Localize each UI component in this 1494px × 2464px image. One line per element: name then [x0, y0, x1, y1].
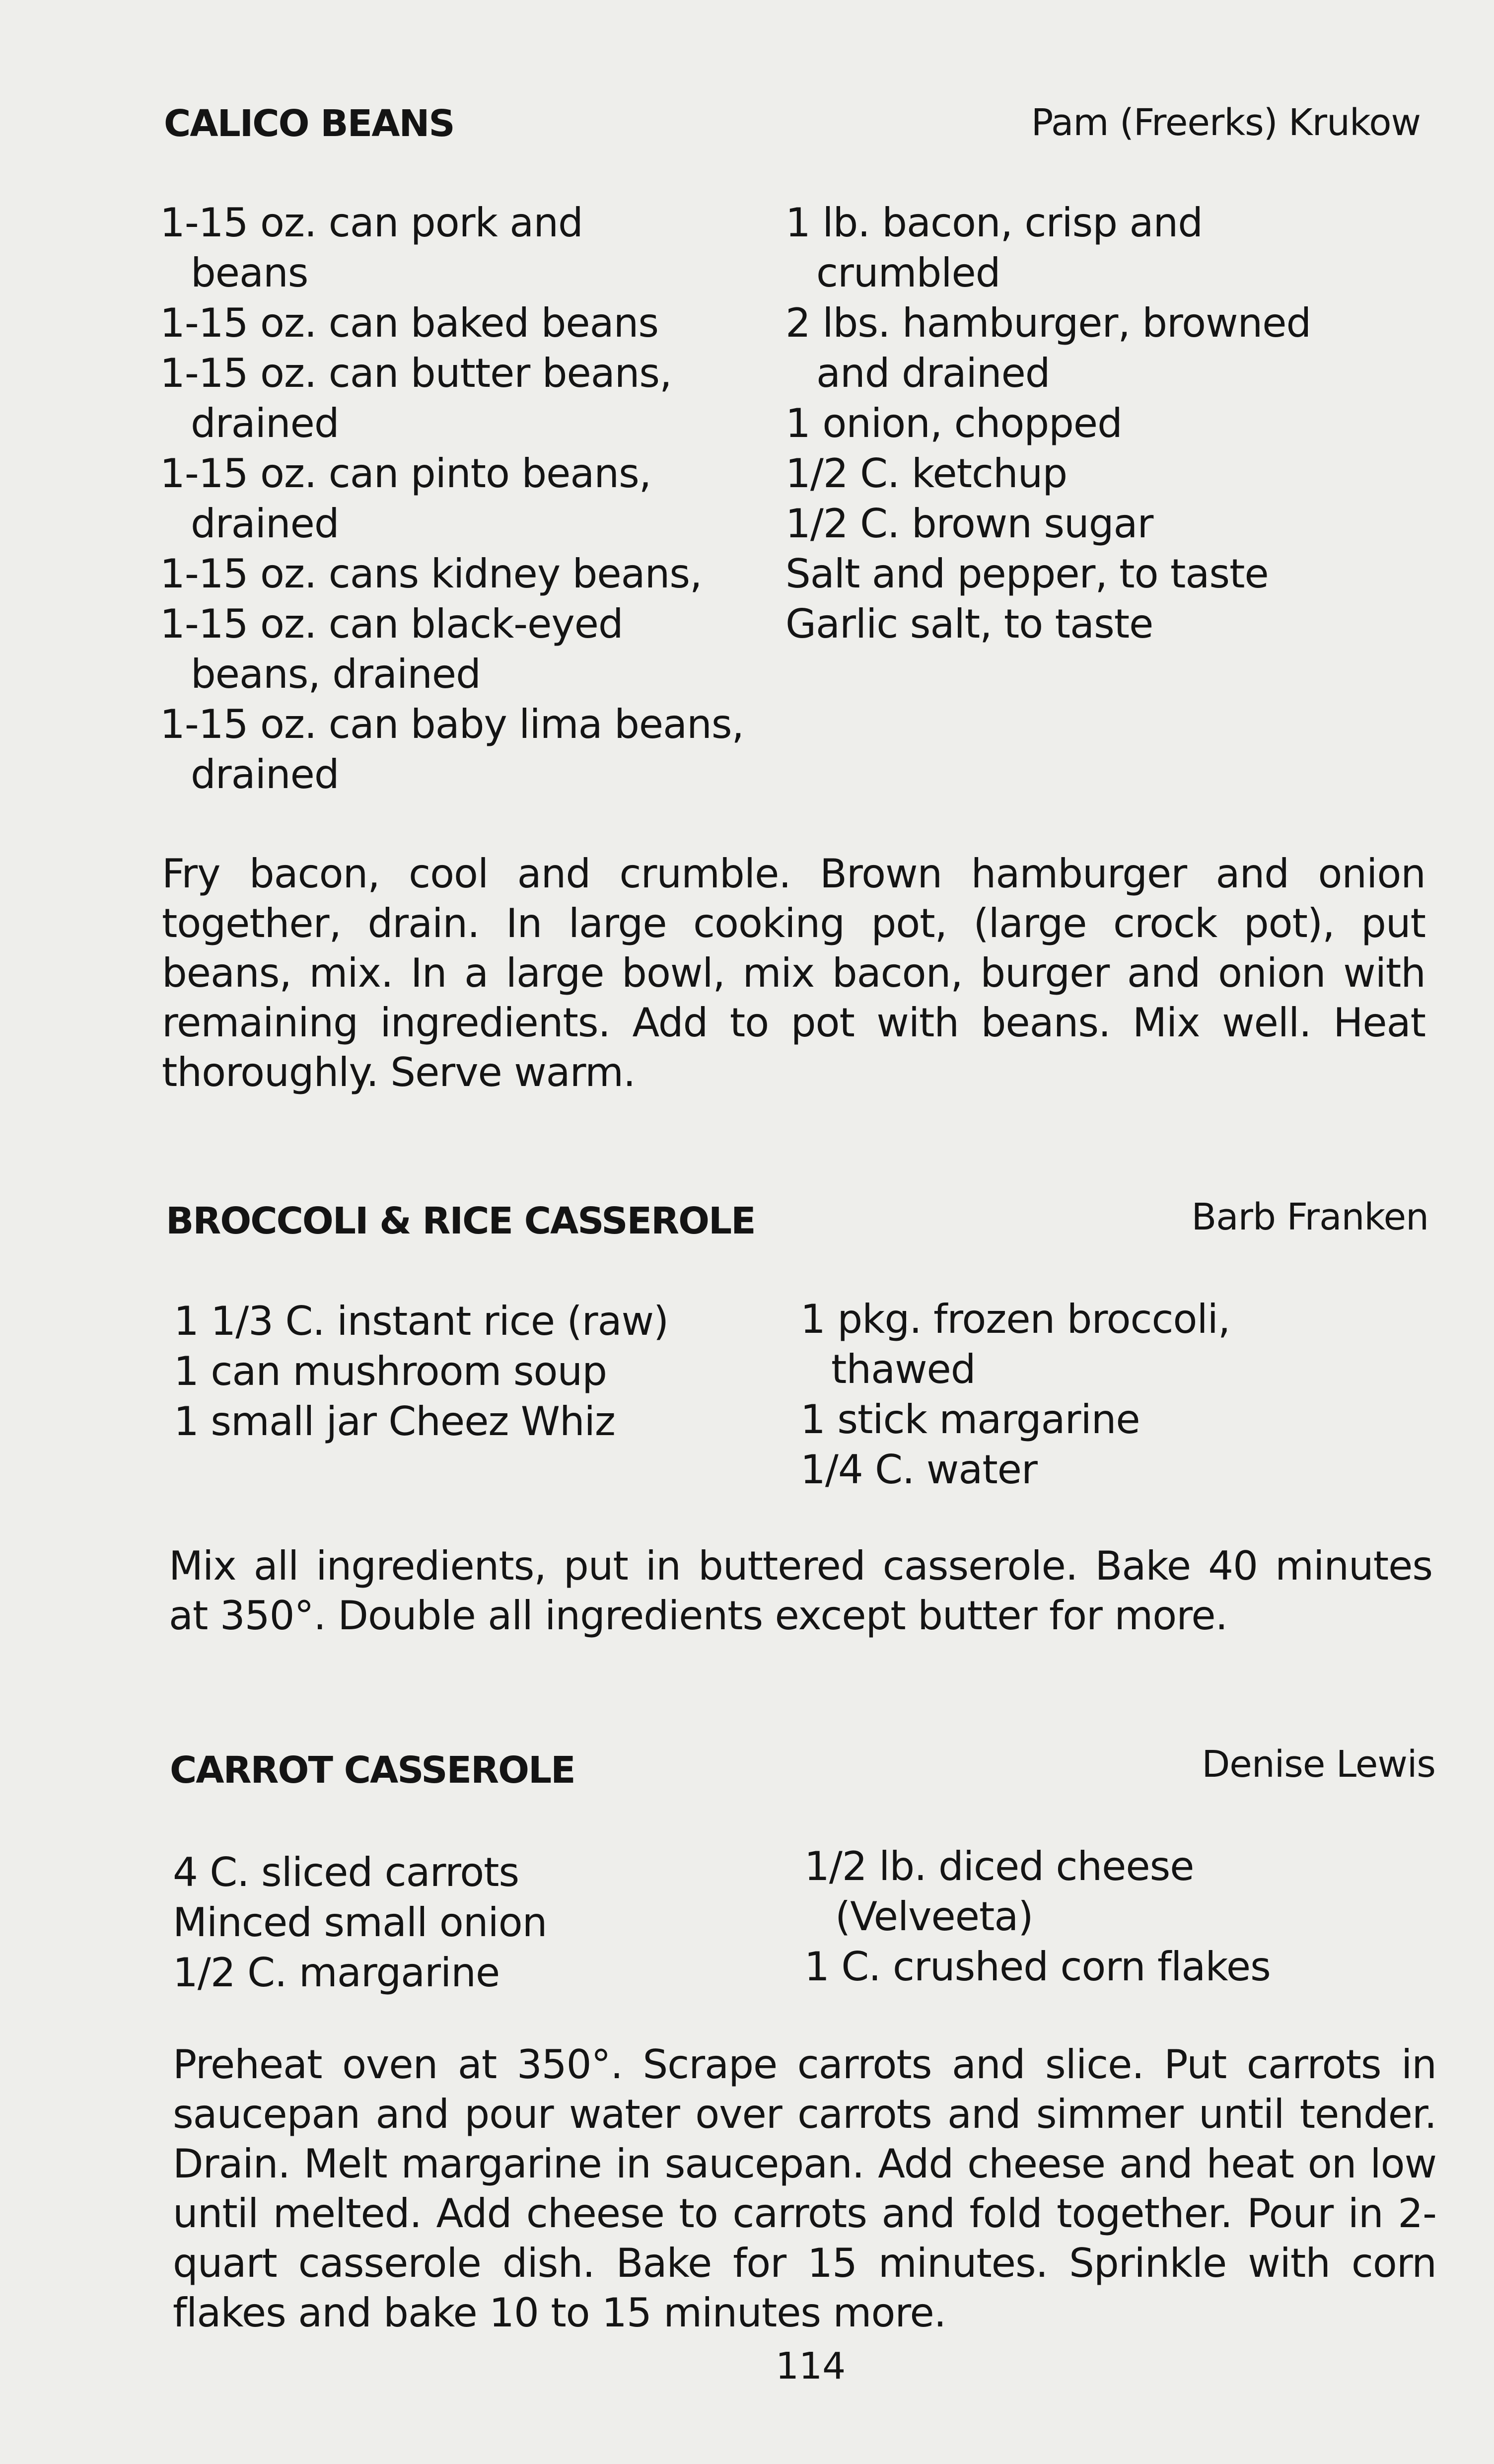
ingredient: 1 pkg. frozen broccoli, [800, 1296, 1230, 1342]
ingredient: 1-15 oz. can pinto beans, [160, 450, 651, 497]
ingredient: and drained [816, 350, 1050, 396]
ingredient: 1 small jar Cheez Whiz [174, 1398, 615, 1445]
ingredient: 1-15 oz. can baked beans [160, 300, 659, 346]
recipe-directions: Fry bacon, cool and crumble. Brown hamburger and onion together, drain. In large cooking pot, (large crock pot), put beans, mix. In a large bowl, mix bacon, burger and onion with remaining ingredients. Add to pot with beans. Mix well. Heat thoroughly. Serve warm. [162, 851, 1425, 1095]
ingredient: 1 1/3 C. instant rice (raw) [174, 1298, 669, 1344]
ingredient: 1 lb. bacon, crisp and [785, 200, 1203, 246]
ingredient: 1-15 oz. can butter beans, [160, 350, 672, 396]
ingredient: 1/2 C. ketchup [785, 450, 1067, 497]
recipe-directions: Mix all ingredients, put in buttered casserole. Bake 40 minutes at 350°. Double all ingredients except butter for more. [169, 1543, 1432, 1639]
ingredient: 1 can mushroom soup [174, 1348, 607, 1394]
recipe-author: Denise Lewis [1202, 1743, 1435, 1786]
recipe-directions: Preheat oven at 350°. Scrape carrots and slice. Put carrots in saucepan and pour water over carrots and simmer until tender. Drain. Melt margarine in saucepan. Add cheese and heat on low until melted. Add cheese to carrots and fold together. Pour in 2-quart casserole dish. Bake for 15 minutes. Sprinkle with corn flakes and bake 10 to 15 minutes more. [173, 2041, 1436, 2336]
ingredient: Salt and pepper, to taste [785, 551, 1269, 597]
ingredient: 1/2 lb. diced cheese [804, 1843, 1194, 1889]
ingredient: drained [191, 501, 339, 547]
recipe-title: BROCCOLI & RICE CASSEROLE [166, 1200, 755, 1242]
recipe-title: CALICO BEANS [164, 102, 454, 145]
recipe-title: CARROT CASSEROLE [170, 1749, 575, 1792]
ingredient: 1 stick margarine [800, 1396, 1140, 1443]
page-number: 114 [776, 2345, 846, 2388]
ingredient: 1/2 C. brown sugar [785, 501, 1153, 547]
ingredient: 1 C. crushed corn flakes [804, 1944, 1271, 1990]
ingredient: 1-15 oz. can baby lima beans, [160, 701, 744, 747]
ingredients-right [785, 198, 1311, 649]
ingredients-right [804, 1841, 1271, 1992]
ingredient: crumbled [816, 250, 1000, 296]
ingredient: Garlic salt, to taste [785, 601, 1153, 647]
ingredient: thawed [831, 1346, 976, 1392]
ingredient: 1-15 oz. can black-eyed [160, 601, 623, 647]
ingredient: 1/4 C. water [800, 1447, 1037, 1493]
recipe-author: Pam (Freerks) Krukow [1031, 101, 1421, 144]
ingredient: 4 C. sliced carrots [173, 1849, 519, 1895]
ingredient: drained [191, 751, 339, 797]
ingredient: Minced small onion [173, 1899, 547, 1946]
recipe-author: Barb Franken [1191, 1196, 1428, 1238]
ingredient: 1 onion, chopped [785, 400, 1122, 446]
ingredients-left [174, 1296, 668, 1447]
ingredient: 1/2 C. margarine [173, 1950, 500, 1996]
ingredient: drained [191, 400, 339, 446]
ingredient: beans, drained [191, 651, 481, 697]
ingredient: 1-15 oz. cans kidney beans, [160, 551, 702, 597]
ingredient: 1-15 oz. can pork and [160, 200, 583, 246]
ingredient: (Velveeta) [835, 1893, 1033, 1940]
ingredient: 2 lbs. hamburger, browned [785, 300, 1311, 346]
ingredients-right [800, 1294, 1230, 1495]
ingredient: beans [191, 250, 308, 296]
ingredients-left [160, 198, 744, 799]
ingredients-left [173, 1847, 547, 1998]
